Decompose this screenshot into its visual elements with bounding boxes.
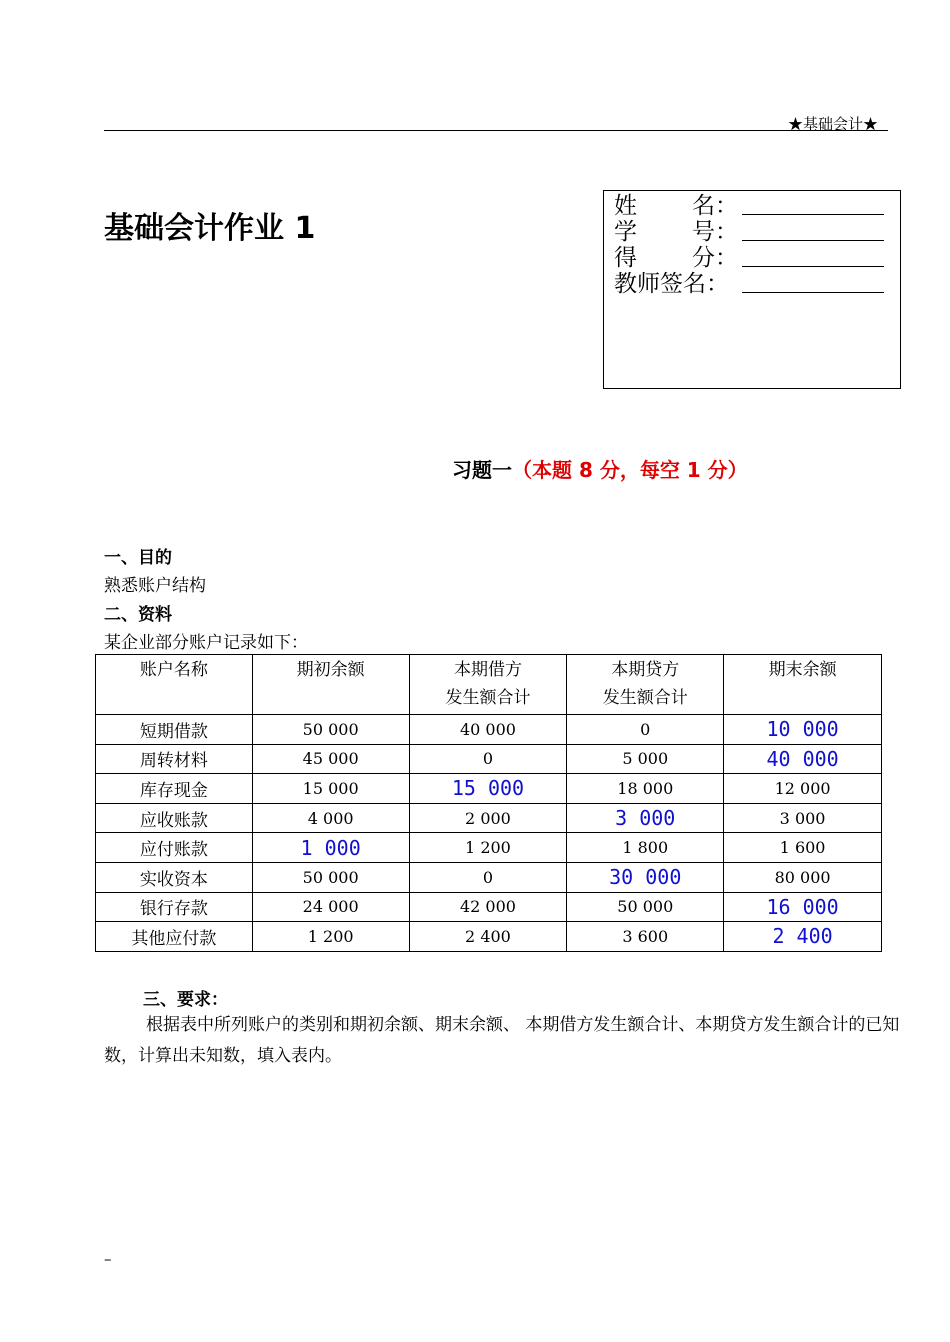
opening-balance-cell: 1 200 bbox=[252, 922, 409, 952]
running-header: ★基础会计★ bbox=[788, 115, 879, 133]
closing-balance-cell-answer[interactable]: 10 000 bbox=[724, 715, 882, 745]
credit-total-cell: 0 bbox=[567, 715, 724, 745]
opening-balance-cell: 50 000 bbox=[252, 715, 409, 745]
account-name-cell: 应收账款 bbox=[96, 803, 253, 833]
header-account-name: 账户名称 bbox=[96, 655, 253, 715]
header-closing-balance: 期末余额 bbox=[724, 655, 882, 715]
header-opening-balance: 期初余额 bbox=[252, 655, 409, 715]
score-field-row: 得 分： bbox=[614, 245, 894, 271]
material-heading: 二、资料 bbox=[104, 605, 172, 625]
closing-balance-cell: 12 000 bbox=[724, 774, 882, 804]
account-name-cell: 其他应付款 bbox=[96, 922, 253, 952]
table-row bbox=[96, 833, 882, 863]
material-text: 某企业部分账户记录如下： bbox=[104, 633, 308, 653]
account-name-cell: 库存现金 bbox=[96, 774, 253, 804]
debit-total-cell: 0 bbox=[409, 744, 567, 774]
header-credit-total: 本期贷方 发生额合计 bbox=[567, 655, 724, 715]
table-row bbox=[96, 744, 882, 774]
credit-total-cell: 18 000 bbox=[567, 774, 724, 804]
credit-total-cell: 3 600 bbox=[567, 922, 724, 952]
name-blank[interactable] bbox=[742, 214, 884, 215]
account-name-cell: 银行存款 bbox=[96, 892, 253, 922]
exercise-score-note: （本题 8 分，每空 1 分） bbox=[512, 458, 748, 482]
table-row bbox=[96, 862, 882, 892]
closing-balance-cell: 1 600 bbox=[724, 833, 882, 863]
requirement-text: 根据表中所列账户的类别和期初余额、期末余额、 本期借方发生额合计、本期贷方发生额合计的已知数，计算出未知数，填入表内。 bbox=[104, 1015, 900, 1066]
opening-balance-cell: 45 000 bbox=[252, 744, 409, 774]
table-row bbox=[96, 922, 882, 952]
header-debit-total: 本期借方 发生额合计 bbox=[409, 655, 567, 715]
purpose-text: 熟悉账户结构 bbox=[104, 576, 206, 596]
purpose-heading: 一、目的 bbox=[104, 548, 172, 568]
account-name-cell: 应付账款 bbox=[96, 833, 253, 863]
closing-balance-cell-answer[interactable]: 40 000 bbox=[724, 744, 882, 774]
debit-total-cell: 42 000 bbox=[409, 892, 567, 922]
account-name-cell: 周转材料 bbox=[96, 744, 253, 774]
credit-total-cell: 50 000 bbox=[567, 892, 724, 922]
closing-balance-cell: 3 000 bbox=[724, 803, 882, 833]
exercise-name: 习题一 bbox=[452, 458, 512, 482]
table-row bbox=[96, 892, 882, 922]
account-table bbox=[95, 654, 882, 952]
account-name-cell: 短期借款 bbox=[96, 715, 253, 745]
opening-balance-cell-answer[interactable]: 1 000 bbox=[252, 833, 409, 863]
account-name-cell: 实收资本 bbox=[96, 862, 253, 892]
debit-total-cell: 2 400 bbox=[409, 922, 567, 952]
debit-total-cell: 40 000 bbox=[409, 715, 567, 745]
closing-balance-cell-answer[interactable]: 2 400 bbox=[724, 922, 882, 952]
credit-total-cell-answer[interactable]: 30 000 bbox=[567, 862, 724, 892]
student-info-box bbox=[603, 190, 901, 389]
table-row bbox=[96, 803, 882, 833]
name-field-row: 姓 名： bbox=[614, 193, 894, 219]
exercise-title bbox=[452, 454, 748, 483]
credit-total-cell: 5 000 bbox=[567, 744, 724, 774]
credit-total-cell-answer[interactable]: 3 000 bbox=[567, 803, 724, 833]
debit-total-cell-answer[interactable]: 15 000 bbox=[409, 774, 567, 804]
requirement-heading: 三、要求： bbox=[143, 990, 228, 1010]
debit-total-cell: 1 200 bbox=[409, 833, 567, 863]
opening-balance-cell: 50 000 bbox=[252, 862, 409, 892]
footer-mark: – bbox=[104, 1250, 112, 1268]
table-row bbox=[96, 715, 882, 745]
closing-balance-cell-answer[interactable]: 16 000 bbox=[724, 892, 882, 922]
debit-total-cell: 0 bbox=[409, 862, 567, 892]
opening-balance-cell: 4 000 bbox=[252, 803, 409, 833]
header-rule bbox=[104, 130, 888, 131]
score-blank[interactable] bbox=[742, 266, 884, 267]
table-header-row bbox=[96, 655, 882, 715]
student-id-field-row: 学 号： bbox=[614, 219, 894, 245]
page-title: 基础会计作业 1 bbox=[104, 211, 316, 246]
opening-balance-cell: 24 000 bbox=[252, 892, 409, 922]
student-id-blank[interactable] bbox=[742, 240, 884, 241]
credit-total-cell: 1 800 bbox=[567, 833, 724, 863]
teacher-signature-blank[interactable] bbox=[742, 292, 884, 293]
debit-total-cell: 2 000 bbox=[409, 803, 567, 833]
teacher-signature-field-row: 教师签名： bbox=[614, 271, 894, 297]
closing-balance-cell: 80 000 bbox=[724, 862, 882, 892]
opening-balance-cell: 15 000 bbox=[252, 774, 409, 804]
table-row bbox=[96, 774, 882, 804]
